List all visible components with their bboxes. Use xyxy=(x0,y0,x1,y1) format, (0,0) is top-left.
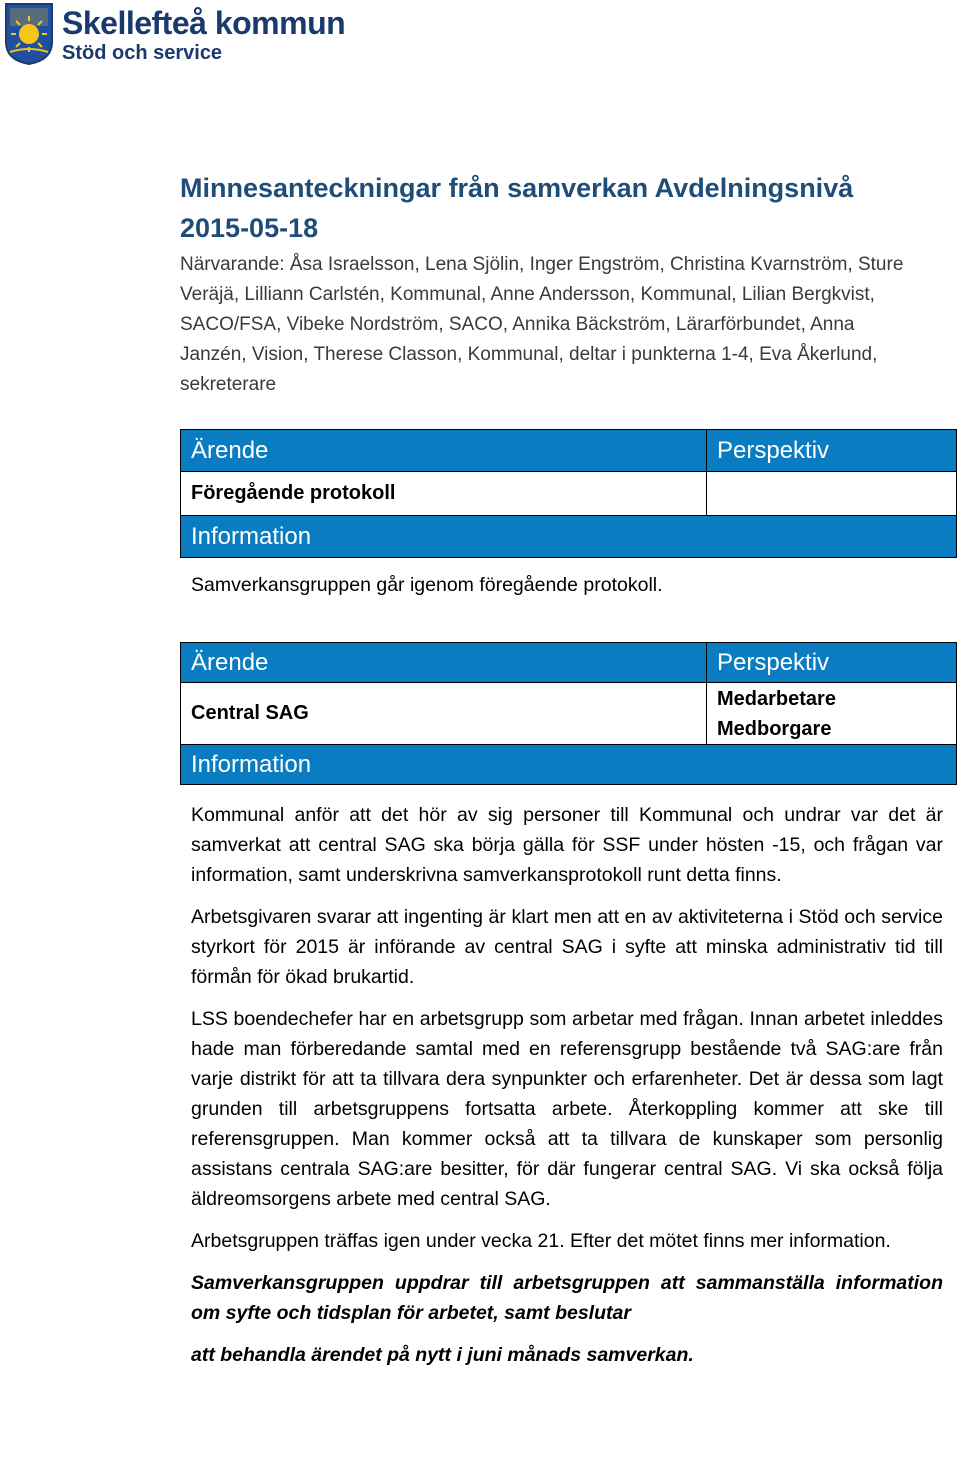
perspektiv-medborgare: Medborgare xyxy=(717,717,832,740)
paragraph: Samverkansgruppen går igenom föregående protokoll. xyxy=(191,574,663,596)
logo-name: Skellefteå kommun xyxy=(62,5,346,41)
coat-of-arms-icon xyxy=(4,2,54,66)
item-2-body xyxy=(191,800,943,1382)
attendees-text: Närvarande: Åsa Israelsson, Lena Sjölin, Inger Engström, Christina Kvarnström, Sture Veräjä, Lilliann Carlstén, Kommunal, Anne Andersson, Kommunal, Lilian Bergkvist, SACO/FSA, Vibeke Nordström, SACO, Annika Bäckström, Lärarförbundet, Anna Janzén, Vision, Therese Classon, Kommunal, deltar i punkterna 1-4, Eva Åkerlund, sekreterare xyxy=(180,254,904,395)
arende-value: Central SAG xyxy=(181,683,707,745)
paragraph: LSS boendechefer har en arbetsgrupp som arbetar med frågan. Innan arbetet inleddes hade man förberedande samtal med en referensgrupp bestående två SAG:are från varje distrikt för att ta tillvara dera synpunkter och erfarenheter. Det är dessa som lagt grunden till arbetsgruppens fortsatta arbete. Återkoppling kommer att ske till referensgruppen. Man kommer också att ta tillvara de kunskaper som personlig assistans centrala SAG:are besitter, för där fungerar central SAG. Vi ska också följa äldreomsorgens arbete med central SAG. xyxy=(191,1008,943,1210)
paragraph: Arbetsgruppen träffas igen under vecka 21. Efter det mötet finns mer information. xyxy=(191,1230,891,1252)
logo-subtitle: Stöd och service xyxy=(62,42,223,64)
item-1-body xyxy=(191,570,943,612)
title-date: 2015-05-18 xyxy=(180,213,319,243)
item-table-2 xyxy=(180,642,957,785)
perspektiv-value xyxy=(707,472,957,516)
information-header: Information xyxy=(181,516,957,558)
title-line-1: Minnesanteckningar från samverkan Avdelningsnivå xyxy=(180,173,854,203)
arende-header: Ärende xyxy=(181,643,707,683)
logo xyxy=(4,2,345,68)
page-title xyxy=(180,168,940,248)
paragraph: Arbetsgivaren svarar att ingenting är klart men att en av aktiviteterna i Stöd och service styrkort för 2015 är införande av central SAG i syfte att minska administrativ tid till förmån för ökad brukartid. xyxy=(191,906,943,988)
decision-text: Samverkansgruppen uppdrar till arbetsgruppen att sammanställa information om syfte och tidsplan för arbetet, samt beslutar xyxy=(191,1272,943,1324)
paragraph: Kommunal anför att det hör av sig personer till Kommunal och undrar var det är samverkat att central SAG ska börja gälla för SSF under hösten -15, och frågan var information, samt underskrivna samverkansprotokoll runt detta finns. xyxy=(191,804,943,886)
perspektiv-header: Perspektiv xyxy=(707,643,957,683)
arende-value: Föregående protokoll xyxy=(181,472,707,516)
information-header: Information xyxy=(181,745,957,785)
decision-att-text: att behandla ärendet på nytt i juni månads samverkan. xyxy=(191,1344,694,1366)
perspektiv-values xyxy=(707,683,957,745)
item-table-1 xyxy=(180,429,957,558)
perspektiv-header: Perspektiv xyxy=(707,430,957,472)
perspektiv-medarbetare: Medarbetare xyxy=(717,687,836,710)
arende-header: Ärende xyxy=(181,430,707,472)
